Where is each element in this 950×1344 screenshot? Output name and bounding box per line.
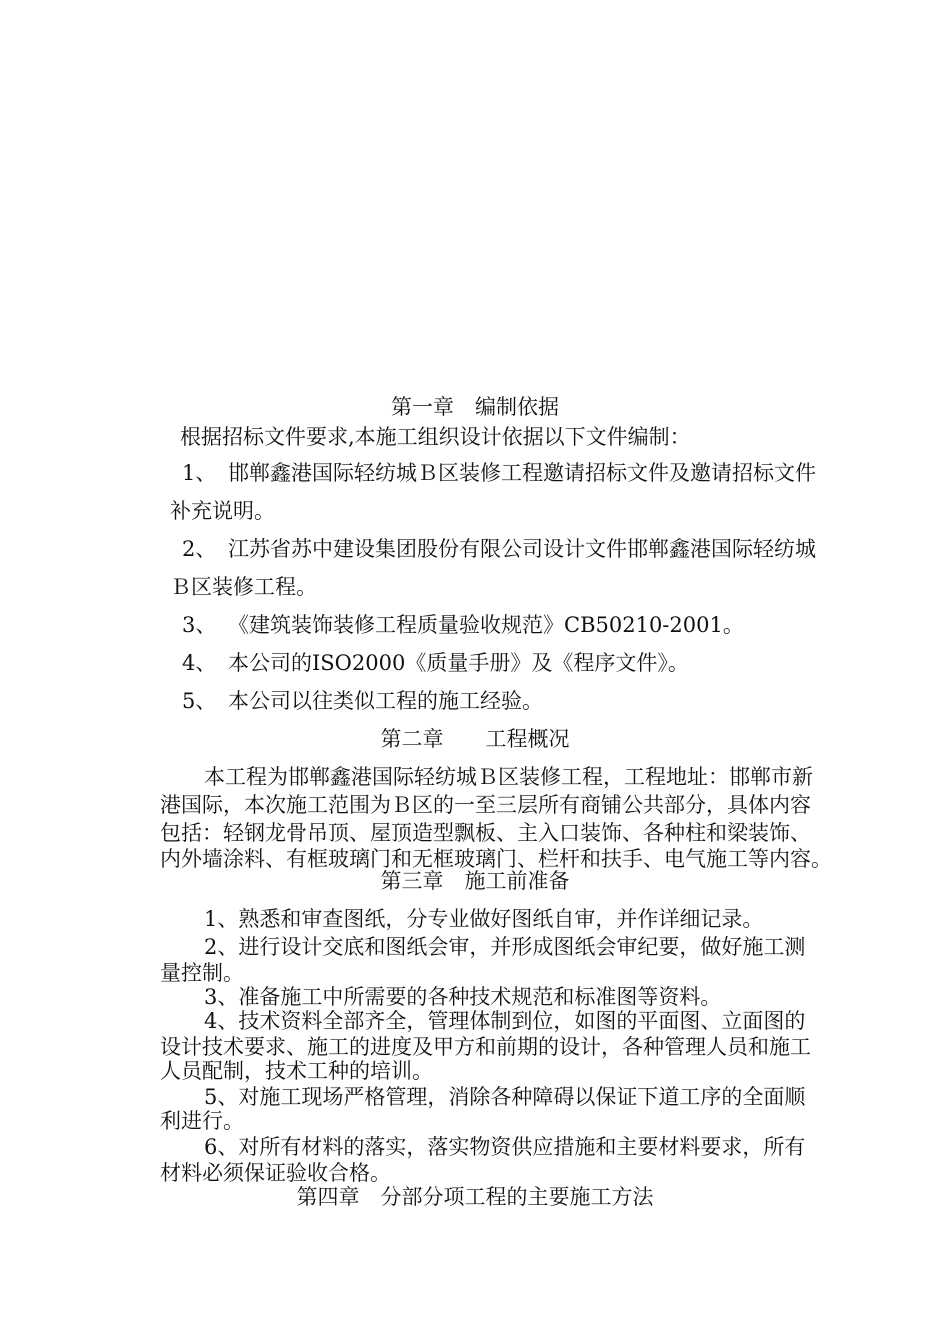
- item2-line2: Ｂ区装修工程。: [170, 575, 317, 599]
- chapter3-line: 3、准备施工中所需要的各种技术规范和标准图等资料。: [204, 985, 722, 1009]
- item3-line1: 《建筑装饰装修工程质量验收规范》CB50210-2001。: [228, 613, 744, 637]
- item1-number: 1、: [182, 461, 217, 485]
- chapter3-line: 材料必须保证验收合格。: [160, 1161, 391, 1185]
- chapter1-intro: 根据招标文件要求,本施工组织设计依据以下文件编制：: [180, 425, 691, 449]
- item4-line1: 本公司的ISO2000《质量手册》及《程序文件》。: [228, 651, 689, 675]
- chapter3-line: 6、对所有材料的落实，落实物资供应措施和主要材料要求，所有: [204, 1135, 806, 1159]
- chapter3-title: 第三章 施工前准备: [380, 869, 570, 893]
- chapter3-line: 利进行。: [160, 1109, 244, 1133]
- item5-number: 5、: [182, 689, 217, 713]
- chapter3-line: 1、熟悉和审查图纸，分专业做好图纸自审，并作详细记录。: [204, 907, 764, 931]
- item5-line1: 本公司以往类似工程的施工经验。: [228, 689, 543, 713]
- item1-line2: 补充说明。: [170, 499, 275, 523]
- item1-line1: 邯郸鑫港国际轻纺城Ｂ区装修工程邀请招标文件及邀请招标文件: [228, 461, 816, 485]
- chapter3-line: 设计技术要求、施工的进度及甲方和前期的设计，各种管理人员和施工: [160, 1035, 811, 1059]
- chapter3-line: 4、技术资料全部齐全，管理体制到位，如图的平面图、立面图的: [204, 1009, 806, 1033]
- item2-number: 2、: [182, 537, 217, 561]
- item3-number: 3、: [182, 613, 217, 637]
- chapter1-title: 第一章 编制依据: [391, 395, 559, 419]
- item4-number: 4、: [182, 651, 217, 675]
- chapter3-line: 人员配制，技术工种的培训。: [160, 1059, 433, 1083]
- chapter3-line: 2、进行设计交底和图纸会审，并形成图纸会审纪要，做好施工测: [204, 935, 806, 959]
- chapter4-title: 第四章 分部分项工程的主要施工方法: [296, 1185, 654, 1209]
- chapter2-line: 本工程为邯郸鑫港国际轻纺城Ｂ区装修工程，工程地址：邯郸市新: [204, 765, 813, 789]
- chapter2-line: 港国际，本次施工范围为Ｂ区的一至三层所有商铺公共部分，具体内容: [160, 793, 811, 817]
- item2-line1: 江苏省苏中建设集团股份有限公司设计文件邯郸鑫港国际轻纺城: [228, 537, 816, 561]
- chapter3-line: 5、对施工现场严格管理，消除各种障碍以保证下道工序的全面顺: [204, 1085, 806, 1109]
- chapter2-title: 第二章 工程概况: [380, 727, 570, 751]
- chapter2-line: 内外墙涂料、有框玻璃门和无框玻璃门、栏杆和扶手、电气施工等内容。: [160, 847, 832, 871]
- chapter3-line: 量控制。: [160, 961, 244, 985]
- chapter2-line: 包括：轻钢龙骨吊顶、屋顶造型飘板、主入口装饰、各种柱和梁装饰、: [160, 821, 811, 845]
